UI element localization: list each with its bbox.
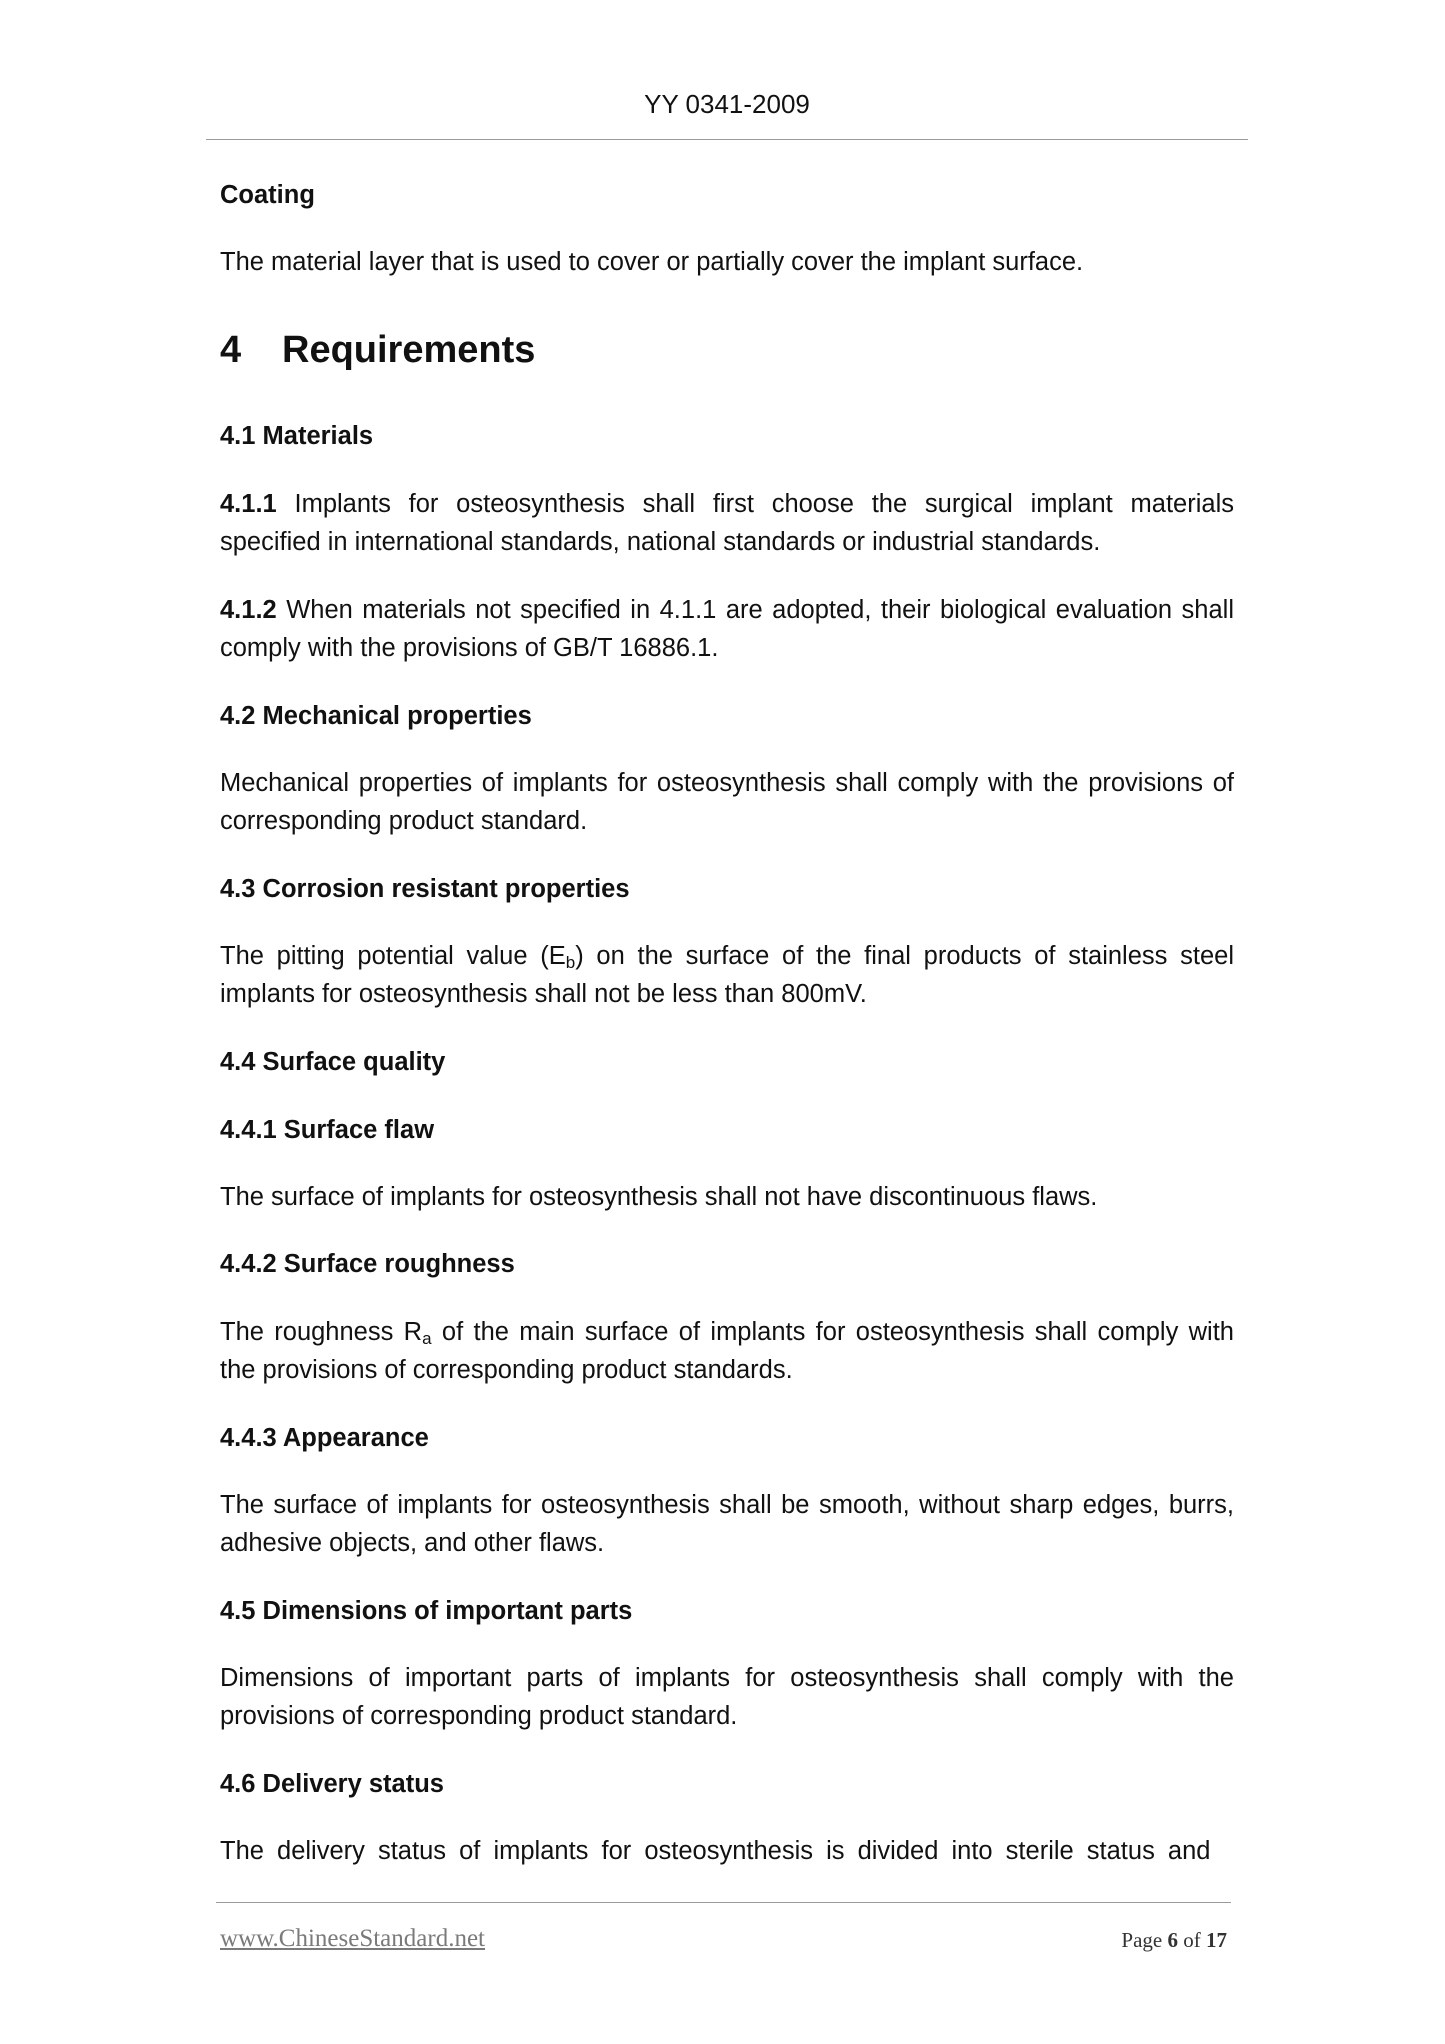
section-4-4-1-text: The surface of implants for osteosynthesis shall not have discontinuous flaws. [220, 1183, 1098, 1211]
section-4-heading [220, 326, 1234, 374]
header-doc-code: YY 0341-2009 [644, 89, 810, 119]
section-4-3-heading: 4.3 Corrosion resistant properties [220, 875, 630, 903]
section-4-6-heading: 4.6 Delivery status [220, 1770, 444, 1798]
section-4-4-3-text: The surface of implants for osteosynthesis shall be smooth, without sharp edges, burrs, adhesive objects, and other flaws. [220, 1491, 1234, 1557]
footer-divider [216, 1902, 1231, 1903]
section-4-4-1-heading: 4.4.1 Surface flaw [220, 1116, 435, 1144]
clause-4-1-2 [220, 591, 1234, 667]
footer-page-number [1121, 1926, 1227, 1954]
section-4-4-2-heading: 4.4.2 Surface roughness [220, 1250, 515, 1278]
section-4-6-text: The delivery status of implants for osteosynthesis is divided into sterile status and [220, 1837, 1211, 1865]
pitting-potential-subscript: b [565, 953, 576, 972]
section-4-4-3-heading: 4.4.3 Appearance [220, 1424, 429, 1452]
current-page: 6 [1167, 1928, 1178, 1952]
section-4-3-text-start: The pitting potential value (E [220, 942, 566, 970]
section-4-4-heading: 4.4 Surface quality [220, 1048, 446, 1076]
section-4-4-2-text-end: of the main surface of implants for osteosynthesis shall comply with the provisions of corresponding product standards. [220, 1318, 1234, 1384]
clause-4-1-2-text: When materials not specified in 4.1.1 are adopted, their biological evaluation shall comply with the provisions of GB/T 16886.1. [220, 596, 1234, 662]
clause-4-1-1 [220, 485, 1234, 561]
section-4-1-heading: 4.1 Materials [220, 422, 374, 450]
section-4-3-text [220, 937, 1234, 1013]
section-4-2-text: Mechanical properties of implants for osteosynthesis shall comply with the provisions of corresponding product standard. [220, 769, 1234, 835]
section-4-2-heading: 4.2 Mechanical properties [220, 702, 532, 730]
header-divider [206, 139, 1248, 140]
clause-4-1-1-text: Implants for osteosynthesis shall first choose the surgical implant materials specified in international standards, national standards or industrial standards. [220, 490, 1234, 556]
total-pages: 17 [1206, 1928, 1227, 1952]
section-4-number: 4 [220, 329, 242, 371]
section-4-4-2-text-start: The roughness R [220, 1318, 423, 1346]
of-label: of [1183, 1928, 1201, 1952]
section-4-5-heading: 4.5 Dimensions of important parts [220, 1597, 633, 1625]
section-4-title: Requirements [282, 329, 536, 371]
coating-term: Coating [220, 181, 315, 209]
coating-definition: The material layer that is used to cover or partially cover the implant surface. [220, 248, 1084, 276]
section-4-5-text: Dimensions of important parts of implants for osteosynthesis shall comply with the provisions of corresponding product standard. [220, 1664, 1234, 1730]
section-4-3-text-end: ) on the surface of the final products of stainless steel implants for osteosynthesis shall not be less than 800mV. [220, 942, 1234, 1008]
footer-site-link[interactable]: www.ChineseStandard.net [220, 1925, 485, 1952]
roughness-subscript: a [422, 1329, 432, 1348]
clause-4-1-1-number: 4.1.1 [220, 490, 277, 518]
section-4-4-2-text [220, 1313, 1234, 1389]
page-label: Page [1121, 1928, 1163, 1952]
clause-4-1-2-number: 4.1.2 [220, 596, 277, 624]
